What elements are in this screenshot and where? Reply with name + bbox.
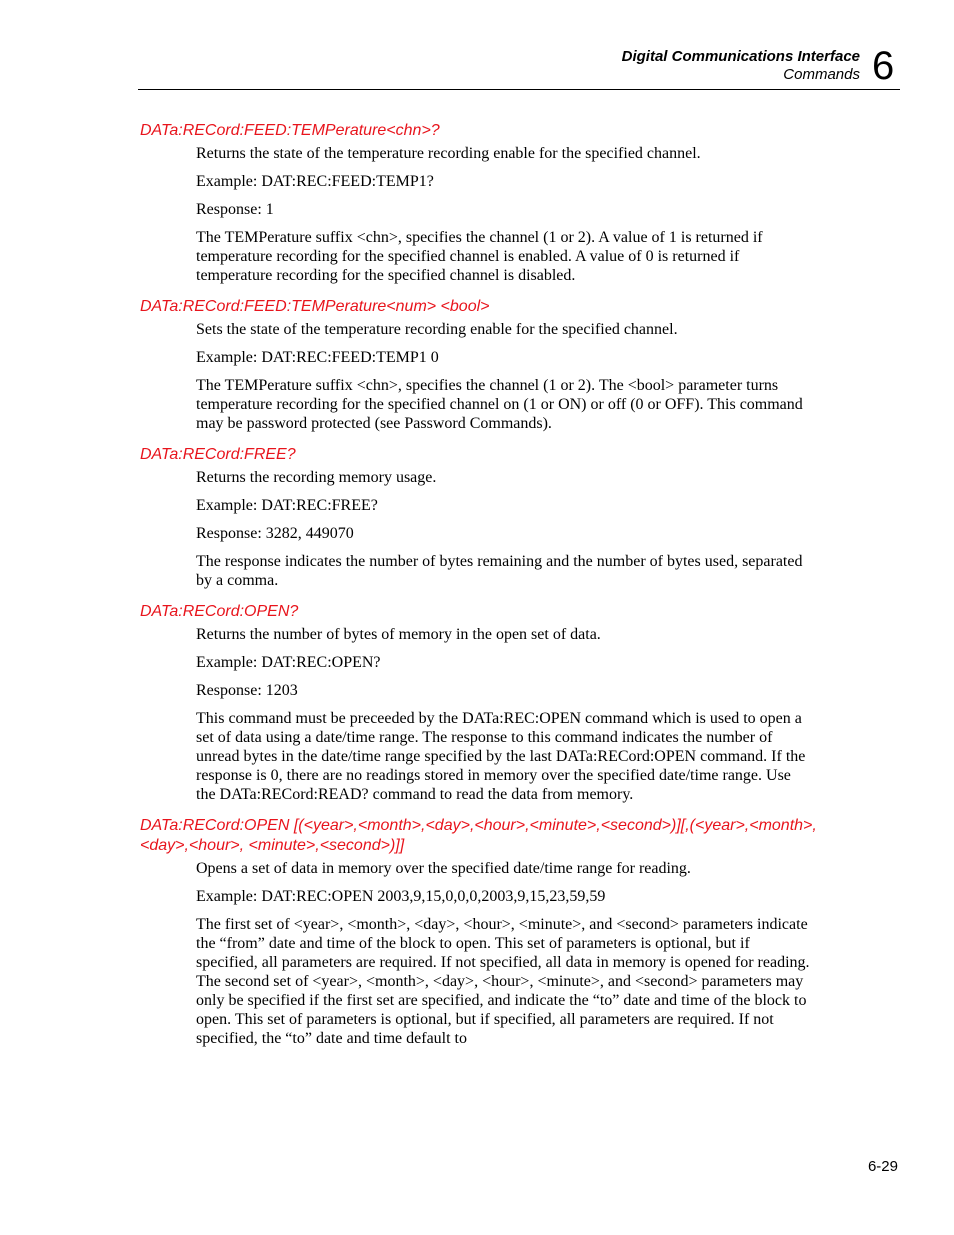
response-paragraph: Response: 1 [196, 201, 274, 218]
description-paragraph: Sets the state of the temperature recording enable for the specified channel. [196, 321, 678, 338]
command-section [140, 297, 830, 433]
chapter-number: 6 [872, 44, 895, 88]
description-paragraph: Returns the state of the temperature recording enable for the specified channel. [196, 145, 701, 162]
running-header-subtitle: Commands [783, 66, 860, 83]
detail-paragraph: The TEMPerature suffix <chn>, specifies the channel (1 or 2). A value of 1 is returned if temperature recording for the specified channel is enabled. A value of 0 is returned if temperature recording for the specified channel is disabled. [196, 229, 763, 284]
response-paragraph: Response: 3282, 449070 [196, 525, 354, 542]
description-paragraph: Returns the number of bytes of memory in the open set of data. [196, 626, 601, 643]
command-section [140, 121, 830, 285]
running-header-title: Digital Communications Interface [621, 48, 860, 65]
detail-paragraph: The response indicates the number of bytes remaining and the number of bytes used, separated by a comma. [196, 553, 803, 589]
command-section [140, 602, 830, 804]
command-section [140, 816, 830, 1048]
example-paragraph: Example: DAT:REC:OPEN? [196, 654, 381, 671]
command-heading: DATa:RECord:OPEN [(<year>,<month>,<day>,<hour>,<minute>,<second>)][,(<year>,<month>,<day>,<hour>, <minute>,<second>)]] [140, 817, 817, 854]
description-paragraph: Opens a set of data in memory over the specified date/time range for reading. [196, 860, 691, 877]
command-heading: DATa:RECord:FEED:TEMPerature<chn>? [140, 122, 440, 139]
command-section [140, 445, 830, 590]
page-number: 6-29 [867, 1158, 898, 1175]
command-heading: DATa:RECord:FEED:TEMPerature<num> <bool> [140, 298, 490, 315]
example-paragraph: Example: DAT:REC:FEED:TEMP1 0 [196, 349, 439, 366]
main-content [140, 121, 830, 1060]
response-paragraph: Response: 1203 [196, 682, 298, 699]
example-paragraph: Example: DAT:REC:FEED:TEMP1? [196, 173, 434, 190]
example-paragraph: Example: DAT:REC:FREE? [196, 497, 378, 514]
header-rule [138, 89, 900, 90]
detail-paragraph: The TEMPerature suffix <chn>, specifies the channel (1 or 2). The <bool> parameter turns temperature recording for the specified channel on (1 or ON) or off (0 or OFF). This command may be password protected (see Password Commands). [196, 377, 803, 432]
detail-paragraph: This command must be preceeded by the DATa:REC:OPEN command which is used to open a set of data using a date/time range. The response to this command indicates the number of unread bytes in the date/time range specified by the last DATa:RECord:OPEN command. If the response is 0, there are no readings stored in memory over the specified date/time range. Use the DATa:RECord:READ? command to read the data from memory. [196, 710, 806, 803]
example-paragraph: Example: DAT:REC:OPEN 2003,9,15,0,0,0,2003,9,15,23,59,59 [196, 888, 606, 905]
detail-paragraph: The first set of <year>, <month>, <day>, <hour>, <minute>, and <second> parameters indicate the “from” date and time of the block to open. This set of parameters is optional, but if specified, all parameters are required. If not specified, all data in memory is opened for reading. The second set of <year>, <month>, <day>, <hour>, <minute>, and <second> parameters may only be specified if the first set are specified, and indicate the “to” date and time of the block to open. This set of parameters is optional, but if specified, all parameters are required. If not specified, the “to” date and time default to [196, 916, 810, 1047]
command-heading: DATa:RECord:FREE? [140, 446, 296, 463]
command-heading: DATa:RECord:OPEN? [140, 603, 299, 620]
description-paragraph: Returns the recording memory usage. [196, 469, 437, 486]
